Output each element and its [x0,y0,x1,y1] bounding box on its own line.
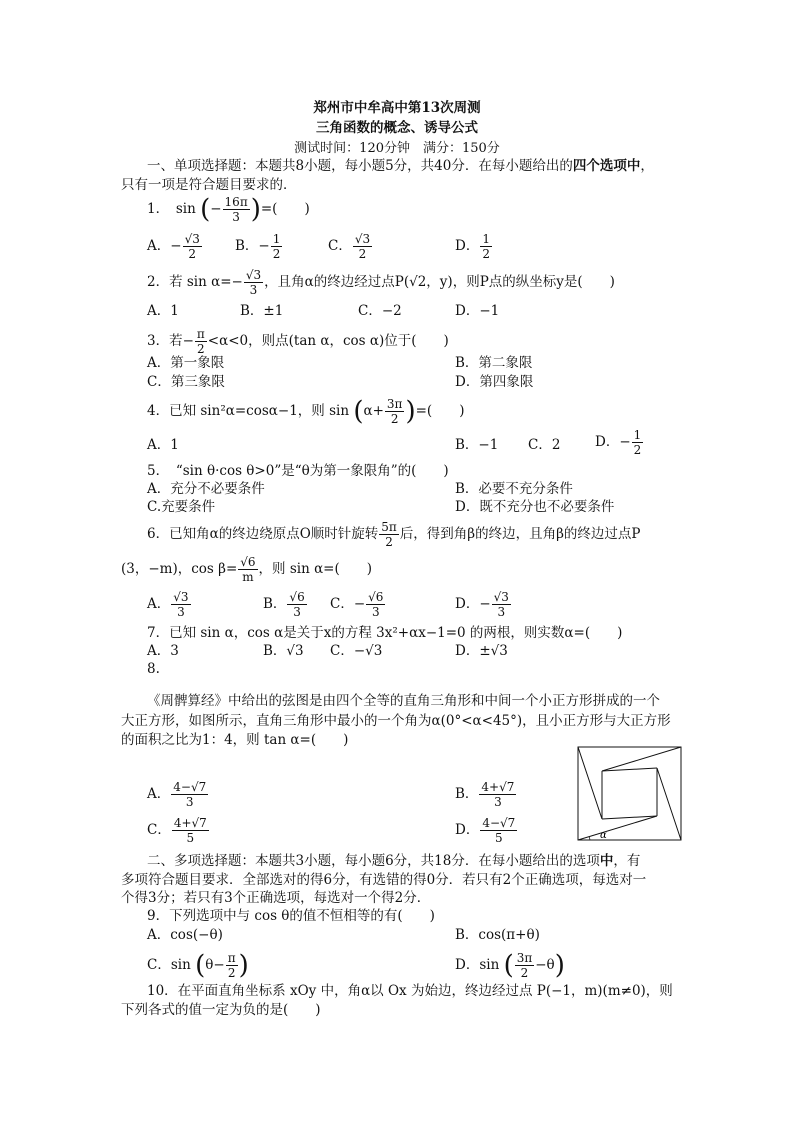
frac-num: 3π [386,397,403,411]
exam-subtitle: 三角函数的概念、诱导公式 [316,120,478,136]
frac-den: 2 [197,342,205,356]
open-paren: ( [353,396,364,427]
q6-cos-fraction [238,555,257,584]
frac-num: √6 [368,590,384,604]
option-fraction [480,816,517,845]
q2-option-c[interactable]: C．−2 [358,303,402,319]
q7-option-d[interactable]: D．±√3 [455,643,508,659]
frac-den: 2 [482,247,490,261]
question-1-stem [147,195,310,224]
frac-den: 2 [358,247,367,261]
close-paren: ) [554,950,565,981]
close-paren: ) [250,194,261,225]
exam-title: 郑州市中牟高中第13次周测 [313,100,481,116]
option-fraction [632,428,644,457]
q4-option-b[interactable]: B．−1 [455,437,499,453]
q2-fraction [244,268,263,297]
open-paren: ( [195,950,206,981]
q1-option-d[interactable] [455,232,493,261]
option-label: C． [147,822,171,838]
q9-option-b[interactable]: B．cos(π+θ) [455,927,540,943]
question-10-line2: 下列各式的值一定为负的是( ) [121,1002,321,1018]
section2-intro-line1 [147,852,640,870]
q2-option-d[interactable]: D．−1 [455,303,500,319]
q1-fraction [223,195,250,224]
frac-den: 3 [249,283,258,297]
question-3-stem [147,327,449,356]
triangle-edge [578,747,602,819]
option-fraction [226,951,238,980]
option-fraction [287,590,306,619]
q6-option-d[interactable] [455,590,512,619]
section2-intro-line2: 多项符合题目要求．全部选对的得6分，有选错的得0分．若只有2个正确选项，每选对一 [121,872,647,888]
q6-suffix: 后，得到角β的终边，且角β的终边过点P [399,526,641,542]
question-9-stem: 9．下列选项中与 cos θ的值不恒相等的有( ) [147,908,435,924]
frac-den: 3 [494,795,502,809]
angle-arc [589,837,590,841]
section1-intro-text: 一、单项选择题：本题共8小题，每小题5分，共40分．在每小题给出的 [147,158,573,174]
triangle-edge [657,768,681,840]
close-paren: ) [238,950,249,981]
close-paren: ) [405,396,416,427]
section1-intro-bold: 四个选项中 [572,158,641,174]
option-fraction [171,590,190,619]
question-8-line3: 的面积之比为1：4，则 tan α=( ) [121,732,349,748]
option-label: D．sin [455,957,500,973]
question-8-number: 8. [147,661,160,677]
q9-option-c[interactable] [147,951,249,980]
section2-intro-text: 二、多项选择题：本题共3小题，每小题6分，共18分．在每小题给出的选项 [147,853,600,869]
q4-option-d[interactable] [595,428,644,457]
q8-option-d[interactable] [455,816,518,845]
q9-option-d[interactable] [455,951,565,980]
angle-alpha-label: α [600,830,607,841]
q5-option-b[interactable]: B．必要不充分条件 [455,481,573,497]
triangle-edge [602,747,681,771]
frac-num: √3 [354,232,371,246]
option-label: A． [147,596,171,612]
frac-num: 1 [272,232,281,246]
option-fraction [515,951,535,980]
q2-option-b[interactable]: B．±1 [240,303,284,319]
section2-intro-bold: 中 [599,853,614,869]
q5-option-a[interactable]: A．充分不必要条件 [147,481,265,497]
option-fraction [171,780,208,809]
frac-den: 2 [188,247,197,261]
q1-option-a[interactable] [147,232,203,261]
option-fraction [479,780,516,809]
frac-den: 5 [495,831,503,845]
q5-option-c[interactable]: C.充要条件 [147,499,216,515]
frac-num: √6 [289,590,305,604]
option-label: C．− [330,596,366,612]
frac-num: 5π [381,520,397,534]
section1-intro-line2: 只有一项是符合题目要求的． [121,177,297,193]
option-fraction [492,590,511,619]
question-10-line1: 10．在平面直角坐标系 xOy 中，角α以 Ox 为始边，终边经过点 P(−1，m)(m≠0)，则 [147,983,673,999]
question-5-stem: 5． “sin θ·cos θ>0”是“θ为第一象限角”的( ) [147,463,449,479]
section2-intro-tail: ，有 [613,853,641,869]
frac-num: √6 [240,555,256,569]
frac-num: √3 [245,268,262,282]
chord-diagram-figure [577,746,682,841]
option-label: C．sin [147,957,191,973]
q3-fraction [195,327,207,356]
q3-prefix: 3．若− [147,333,194,349]
frac-num: 1 [633,428,642,442]
section1-intro-comma: ， [640,158,654,174]
q3-option-b[interactable]: B．第二象限 [455,355,533,371]
q4-prefix: 4．已知 sin²α=cosα−1，则 sin [147,403,350,419]
q1-suffix: =( ) [260,201,310,217]
option-label: D． [455,822,480,838]
q1-arg-sign: − [210,201,222,217]
frac-num: √3 [493,590,509,604]
open-paren: ( [503,950,514,981]
section1-intro-line1 [147,157,654,175]
q6-line2-prefix: (3，−m)，cos β= [121,561,238,577]
frac-num: 3π [516,951,533,965]
frac-den: 3 [497,605,506,619]
option-label: B． [263,596,287,612]
option-fraction [353,232,372,261]
q1-den: 3 [232,210,240,224]
q6-rotation-fraction [379,520,399,549]
frac-num: √3 [173,590,189,604]
q8-option-b[interactable] [455,780,517,809]
option-label: D．− [595,434,631,450]
option-arg: θ− [205,957,225,973]
q1-option-b[interactable] [235,232,283,261]
q1-option-c[interactable] [328,232,373,261]
question-4-stem [147,397,464,426]
q6-option-b[interactable] [263,590,308,619]
option-label: B．− [235,238,270,254]
q9-option-a[interactable]: A．cos(−θ) [147,927,223,943]
frac-den: 2 [272,247,281,261]
q5-option-d[interactable]: D．既不充分也不必要条件 [455,499,615,515]
q7-option-b[interactable]: B．√3 [263,643,304,659]
option-fraction [183,232,202,261]
frac-den: 2 [520,966,529,980]
frac-den: 2 [227,966,236,980]
q3-option-c[interactable]: C．第三象限 [147,374,225,390]
frac-den: 3 [371,605,380,619]
frac-num: √3 [184,232,200,246]
question-8-line1: 《周髀算经》中给出的弦图是由四个全等的直角三角形和中间一个小正方形拼成的一个 [147,693,660,709]
q2-suffix: ，且角α的终边经过点P(√2，y)，则P点的纵坐标y是( ) [264,274,615,290]
exam-info: 测试时间：120分钟 满分：150分 [294,141,500,156]
option-label: D． [455,238,480,254]
frac-den: 2 [385,535,393,549]
frac-den: m [242,570,254,584]
frac-den: 2 [390,412,399,426]
q4-arg: α+ [363,403,384,419]
question-6-stem-line1 [147,520,641,549]
question-6-stem-line2 [121,555,372,584]
frac-num: 1 [482,232,490,246]
q6-line2-suffix: ，则 sin α=( ) [258,561,373,577]
q6-option-a[interactable] [147,590,192,619]
q6-prefix: 6．已知角α的终边绕原点O顺时针旋转 [147,526,379,542]
q6-option-c[interactable] [330,590,386,619]
frac-num: 4+√7 [481,780,515,794]
frac-den: 3 [293,605,301,619]
frac-num: π [196,327,205,341]
triangle-edge [578,816,657,840]
q4-option-a[interactable]: A．1 [147,437,179,453]
option-fraction [172,816,209,845]
option-label: B． [455,786,479,802]
q1-num: 16π [224,195,248,209]
frac-den: 3 [177,605,185,619]
q7-option-c[interactable]: C．−√3 [330,643,383,659]
frac-num: 4+√7 [173,816,207,830]
q4-fraction [385,397,405,426]
q4-option-c[interactable]: C．2 [528,437,561,453]
open-paren: ( [200,194,211,225]
option-label: A． [147,786,171,802]
q2-option-a[interactable]: A．1 [147,303,179,319]
q4-suffix: =( ) [415,403,465,419]
option-fraction [366,590,385,619]
option-fraction [271,232,283,261]
q7-option-a[interactable]: A．3 [147,643,179,659]
option-label: C． [328,238,352,254]
frac-den: 2 [633,443,642,457]
option-label: A．− [147,238,182,254]
q3-option-a[interactable]: A．第一象限 [147,355,225,371]
question-8-line2: 大正方形，如图所示，直角三角形中最小的一个角为α(0°<α<45°)，且小正方形与大正方形 [121,713,671,729]
question-7-stem: 7．已知 sin α，cos α是关于x的方程 3x²+αx−1=0 的两根，则实数α=( ) [147,625,623,641]
frac-num: π [227,951,236,965]
question-2-stem [147,268,615,297]
option-fraction [480,232,492,261]
option-label: D．− [455,596,491,612]
frac-den: 5 [186,831,195,845]
frac-den: 3 [185,795,194,809]
option-arg: −θ [535,957,555,973]
frac-num: 4−√7 [482,816,516,830]
q3-suffix: <α<0，则点(tan α，cos α)位于( ) [207,333,449,349]
q8-option-c[interactable] [147,816,210,845]
q2-prefix: 2．若 sin α=− [147,274,243,290]
frac-num: 4−√7 [173,780,207,794]
q1-prefix: 1． sin [147,201,196,217]
q8-option-a[interactable] [147,780,209,809]
section2-intro-line3: 个得3分；若只有3个正确选项，每选对一个得2分． [121,890,431,906]
q3-option-d[interactable]: D．第四象限 [455,374,534,390]
